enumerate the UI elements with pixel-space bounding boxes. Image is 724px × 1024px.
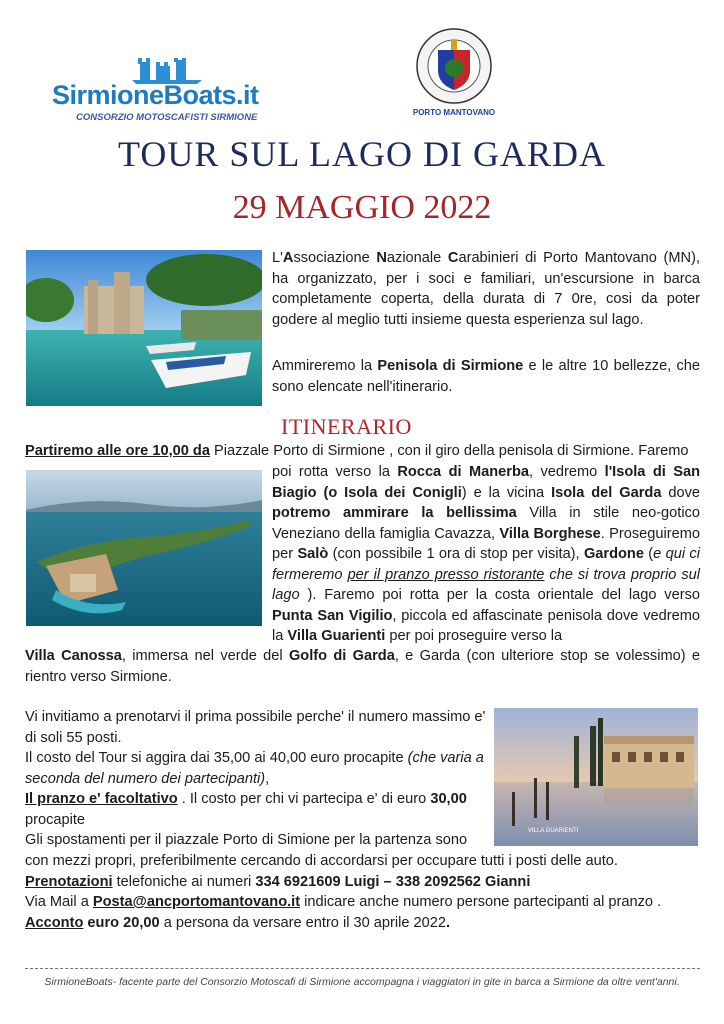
footer-divider xyxy=(25,968,700,969)
itinerary-body: poi rotta verso la Rocca di Manerba, vedremo l'Isola di San Biagio (o Isola dei Conigli) e la vicina Isola del Garda dove potremo ammirare la bellissima Villa in stile neo-gotico Veneziano della famiglia Cavazza, Villa Borghese. Proseguiremo per Salò (con possibile 1 ora di stop per visita), Gardone (e qui ci fermeremo per il pranzo presso ristorante che si trova proprio sul lago ). Faremo poi rotta per la costa orientale del lago verso Punta San Vigilio, piccola ed affascinate penisola dove vedremo la Villa Guarienti per poi proseguire verso la xyxy=(272,464,701,644)
footer-text: SirmioneBoats- facente parte del Consorzio Motoscafi di Sirmione accompagna i viaggiatori in gite in barca a Sirmione da oltre vent'anni. xyxy=(44,976,680,988)
page-title: TOUR SUL LAGO DI GARDA xyxy=(118,134,606,174)
event-date: 29 MAGGIO 2022 xyxy=(232,189,492,226)
intro-paragraph: L'Associazione Nazionale Carabinieri di Porto Mantovano (MN), ha organizzato, per i soci e familiari, un'escursione in barca completamente coperta, della durata di 7 0re, cosi da poter godere al meglio tutti insieme questa esperienza sul lago. xyxy=(272,250,700,328)
booking-info xyxy=(25,707,490,851)
cost-line: Il costo del Tour si aggira dai 35,00 ai 40,00 euro procapite (che varia a seconda del numero dei partecipanti), xyxy=(25,750,484,787)
sirmione-castle-photo xyxy=(26,250,262,406)
transport-line: Gli spostamenti per il piazzale Porto di Simione per la partenza sono xyxy=(25,832,468,848)
email-link[interactable]: Posta@ancportomantovano.it xyxy=(92,894,301,910)
photo-caption: VILLA GUARIENTI xyxy=(528,828,579,834)
logo-caption: PORTO MANTOVANO xyxy=(412,108,496,117)
booking-contacts xyxy=(25,851,700,933)
transport-line-cont: con mezzi propri, preferibilmente cercando di accordarsi per occupare tutti i posti delle auto. xyxy=(25,853,618,869)
max-participants-line: Vi invitiamo a prenotarvi il prima possibile perche' il numero massimo e' di soli 55 posti. xyxy=(25,709,486,746)
sirmione-aerial-photo xyxy=(26,470,262,626)
itinerary-start-line: Partiremo alle ore 10,00 da Piazzale Porto di Sirmione , con il giro della penisola di Sirmione. Faremo xyxy=(25,443,689,459)
logo-tagline: CONSORZIO MOTOSCAFISTI SIRMIONE xyxy=(76,112,258,123)
lunch-line: Il pranzo e' facoltativo . Il costo per chi vi partecipa e' di euro 30,00 procapite xyxy=(25,791,467,828)
logo-brand-name: SirmioneBoats.it xyxy=(52,80,259,110)
villa-guarienti-photo xyxy=(494,708,698,846)
intro-highlights-paragraph: Ammireremo la Penisola di Sirmione e le altre 10 bellezze, che sono elencate nell'itinerario. xyxy=(272,358,701,395)
itinerary-tail: Villa Canossa, immersa nel verde del Golfo di Garda, e Garda (con ulteriore stop se volessimo) e rientro verso Sirmione. xyxy=(25,648,701,685)
itinerary-heading: ITINERARIO xyxy=(281,414,412,439)
association-emblem-icon xyxy=(408,26,500,120)
phone-booking-line: Prenotazioni telefoniche ai numeri 334 6921609 Luigi – 338 2092562 Gianni xyxy=(25,873,531,890)
sirmioneboats-logo xyxy=(52,58,282,128)
deposit-line: Acconto euro 20,00 a persona da versare entro il 30 aprile 2022. xyxy=(25,914,451,931)
carabinieri-association-logo xyxy=(408,26,500,120)
email-line: Via Mail a Posta@ancportomantovano.it indicare anche numero persone partecipanti al pranzo . xyxy=(25,894,662,910)
